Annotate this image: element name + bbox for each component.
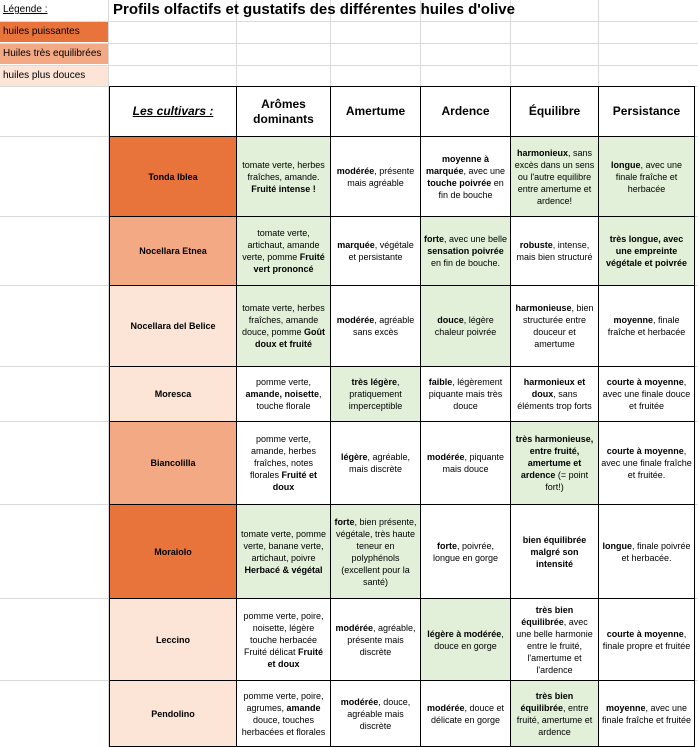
equilibre-cell: très bien équilibrée, entre fruité, amertume et ardence	[511, 681, 599, 747]
equilibre-cell: robuste, intense, mais bien structuré	[511, 217, 599, 286]
persistance-cell: courte à moyenne, avec une finale fraîche et fruitée.	[599, 422, 695, 505]
legend-heading: Légende :	[3, 4, 48, 15]
ardence-cell: douce, légère chaleur poivrée	[421, 286, 511, 367]
table-row	[110, 217, 695, 286]
header-amertume: Amertume	[331, 87, 421, 137]
persistance-cell: très longue, avec une empreinte végétale et poivrée	[599, 217, 695, 286]
ardence-cell: modérée, douce et délicate en gorge	[421, 681, 511, 747]
aromes-cell: pomme verte, amande, herbes fraîches, notes florales Fruité et doux	[237, 422, 331, 505]
ardence-cell: modérée, piquante mais douce	[421, 422, 511, 505]
table-row	[110, 367, 695, 422]
cultivar-name: Pendolino	[110, 681, 237, 747]
ardence-cell: forte, poivrée, longue en gorge	[421, 505, 511, 599]
ardence-cell: forte, avec une belle sensation poivrée en fin de bouche.	[421, 217, 511, 286]
ardence-cell: faible, légèrement piquante mais très douce	[421, 367, 511, 422]
table-row	[110, 599, 695, 681]
persistance-cell: moyenne, finale fraîche et herbacée	[599, 286, 695, 367]
persistance-cell: courte à moyenne, avec une finale douce et fruitée	[599, 367, 695, 422]
header-row	[110, 87, 695, 137]
amertume-cell: modérée, présente mais agréable	[331, 137, 421, 217]
cultivar-name: Leccino	[110, 599, 237, 681]
aromes-cell: tomate verte, herbes fraîches, amande douce, pomme Goût doux et fruité	[237, 286, 331, 367]
cultivar-name: Tonda Iblea	[110, 137, 237, 217]
olive-oil-table	[109, 86, 695, 747]
page-title: Profils olfactifs et gustatifs des différentes huiles d'olive	[113, 1, 515, 18]
header-aromes: Arômes dominants	[237, 87, 331, 137]
header-cultivars: Les cultivars :	[110, 87, 237, 137]
table-row	[110, 505, 695, 599]
equilibre-cell: harmonieux et doux, sans éléments trop forts	[511, 367, 599, 422]
cultivar-name: Nocellara Etnea	[110, 217, 237, 286]
amertume-cell: modérée, agréable, présente mais discrète	[331, 599, 421, 681]
aromes-cell: pomme verte, poire, noisette, légère touche herbacée Fruité délicat Fruité et doux	[237, 599, 331, 681]
ardence-cell: moyenne à marquée, avec une touche poivrée en fin de bouche	[421, 137, 511, 217]
legend-item-puissantes: huiles puissantes	[0, 22, 108, 42]
aromes-cell: pomme verte, poire, agrumes, amande douce, touches herbacées et florales	[237, 681, 331, 747]
header-equilibre: Équilibre	[511, 87, 599, 137]
amertume-cell: marquée, végétale et persistante	[331, 217, 421, 286]
equilibre-cell: très bien équilibrée, avec une belle harmonie entre le fruité, l'amertume et l'ardence	[511, 599, 599, 681]
table-row	[110, 286, 695, 367]
table-row	[110, 137, 695, 217]
cultivar-name: Moresca	[110, 367, 237, 422]
amertume-cell: forte, bien présente, végétale, très haute teneur en polyphénols (excellent pour la santé)	[331, 505, 421, 599]
table-row	[110, 681, 695, 747]
persistance-cell: longue, finale poivrée et herbacée.	[599, 505, 695, 599]
legend-item-douces: huiles plus douces	[0, 66, 108, 86]
amertume-cell: légère, agréable, mais discrète	[331, 422, 421, 505]
table-row	[110, 422, 695, 505]
header-ardence: Ardence	[421, 87, 511, 137]
aromes-cell: pomme verte, amande, noisette, touche florale	[237, 367, 331, 422]
equilibre-cell: bien équilibrée malgré son intensité	[511, 505, 599, 599]
aromes-cell: tomate verte, herbes fraîches, amande. Fruité intense !	[237, 137, 331, 217]
aromes-cell: tomate verte, pomme verte, banane verte, artichaut, poivre Herbacé & végétal	[237, 505, 331, 599]
persistance-cell: longue, avec une finale fraîche et herbacée	[599, 137, 695, 217]
aromes-cell: tomate verte, artichaut, amande verte, pomme Fruité vert prononcé	[237, 217, 331, 286]
amertume-cell: modérée, agréable sans excès	[331, 286, 421, 367]
persistance-cell: courte à moyenne, finale propre et fruitée	[599, 599, 695, 681]
header-persistance: Persistance	[599, 87, 695, 137]
amertume-cell: modérée, douce, agréable mais discrète	[331, 681, 421, 747]
equilibre-cell: harmonieux, sans excès dans un sens ou l'autre equilibre entre amertume et ardence!	[511, 137, 599, 217]
cultivar-name: Moraiolo	[110, 505, 237, 599]
equilibre-cell: très harmonieuse, entre fruité, amertume et ardence (= point fort!)	[511, 422, 599, 505]
ardence-cell: légère à modérée, douce en gorge	[421, 599, 511, 681]
amertume-cell: très légère, pratiquement imperceptible	[331, 367, 421, 422]
cultivar-name: Biancolilla	[110, 422, 237, 505]
persistance-cell: moyenne, avec une finale fraîche et fruitée	[599, 681, 695, 747]
legend-item-equilibrees: Huiles très equilibrées	[0, 44, 108, 64]
cultivar-name: Nocellara del Belice	[110, 286, 237, 367]
equilibre-cell: harmonieuse, bien structurée entre douceur et amertume	[511, 286, 599, 367]
